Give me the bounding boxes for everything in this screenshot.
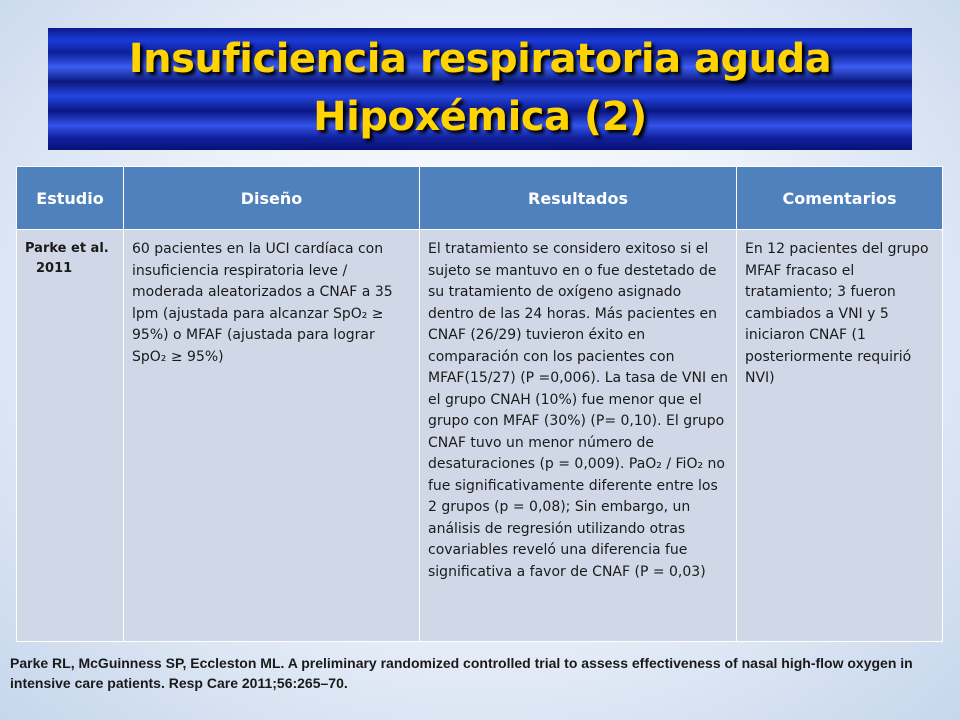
table-row — [17, 230, 943, 642]
cell-study — [17, 230, 124, 642]
study-table — [16, 166, 943, 642]
header-estudio: Estudio — [17, 167, 124, 230]
study-author: Parke et al. — [25, 241, 109, 256]
header-resultados: Resultados — [420, 167, 737, 230]
cell-comments: En 12 pacientes del grupo MFAF fracaso el tratamiento; 3 fueron cambiados a VNI y 5 iniciaron CNAF (1 posteriormente requirió NVI) — [737, 230, 943, 642]
cell-design: 60 pacientes en la UCI cardíaca con insuficiencia respiratoria leve / moderada aleatorizados a CNAF a 35 lpm (ajustada para alcanzar SpO₂ ≥ 95%) o MFAF (ajustada para lograr SpO₂ ≥ 95%) — [124, 230, 420, 642]
table-header-row — [17, 167, 943, 230]
slide-title-line-1: Insuficiencia respiratoria aguda — [128, 36, 832, 82]
title-banner — [48, 28, 912, 150]
header-diseno: Diseño — [124, 167, 420, 230]
header-comentarios: Comentarios — [737, 167, 943, 230]
study-year: 2011 — [36, 261, 73, 276]
citation-reference: Parke RL, McGuinness SP, Eccleston ML. A preliminary randomized controlled trial to assess effectiveness of nasal high-flow oxygen in intensive care patients. Resp Care 2011;56:265–70. — [10, 655, 913, 691]
slide-title-line-2: Hipoxémica (2) — [313, 94, 647, 140]
cell-results: El tratamiento se considero exitoso si el sujeto se mantuvo en o fue destetado de su tratamiento de oxígeno asignado dentro de las 24 horas. Más pacientes en CNAF (26/29) tuvieron éxito en comparación con los pacientes con MFAF(15/27) (P =0,006). La tasa de VNI en el grupo CNAH (10%) fue menor que el grupo con MFAF (30%) (P= 0,10). El grupo CNAF tuvo un menor número de desaturaciones (p = 0,009). PaO₂ / FiO₂ no fue significativamente diferente entre los 2 grupos (p = 0,08); Sin embargo, un análisis de regresión utilizando otras covariables reveló una diferencia fue significativa a favor de CNAF (P = 0,03) — [420, 230, 737, 642]
